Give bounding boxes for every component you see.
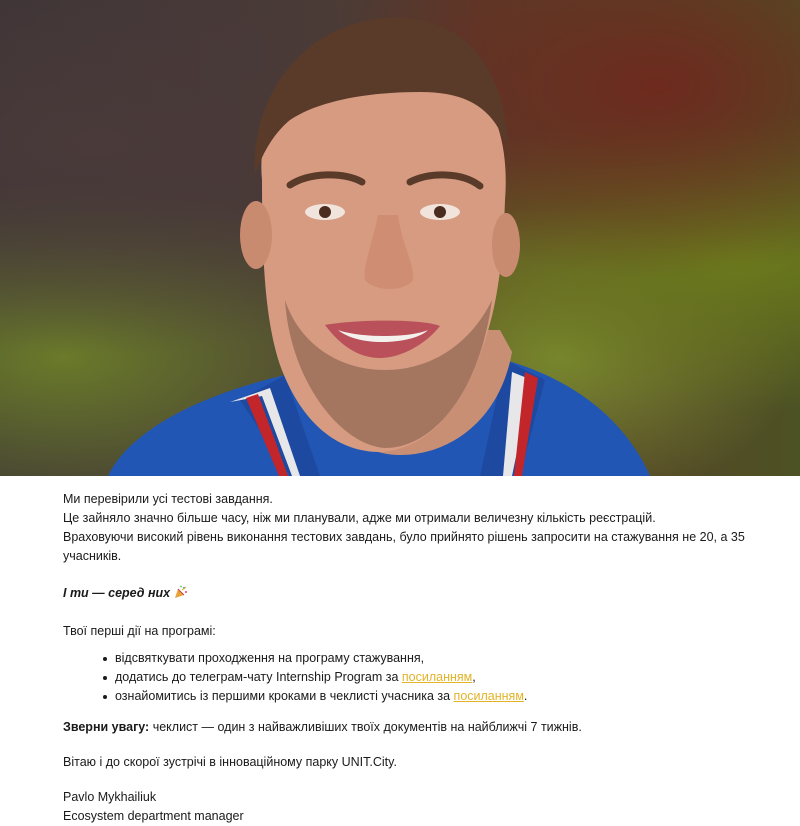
signature-name: Pavlo Mykhailiuk [63,790,157,804]
intro-line-3: Враховуючи високий рівень виконання тестових завдань, було прийнято рішень запросити на стажування не 20, а 35 учасників. [63,530,745,563]
notice-text: чеклист — один з найважливіших твоїх документів на найближчі 7 тижнів. [149,720,582,734]
signature-title: Ecosystem department manager [63,809,244,823]
notice-paragraph [63,718,783,737]
intro-paragraph [63,476,783,566]
right-ear [492,213,520,277]
step-item [115,649,783,668]
lead-text: І ти — серед них [63,586,171,600]
email-body [63,476,783,826]
step-suffix: , [472,670,476,684]
left-ear [240,201,272,269]
greeting: Вітаю і до скорої зустрічі в інноваційному парку UNIT.City. [63,755,397,769]
step-text: відсвяткувати проходження на програму стажування, [115,651,425,665]
steps-list [63,649,783,706]
step-text: додатись до телеграм-чату Internship Program за [115,670,402,684]
notice-label: Зверни увагу: [63,720,150,734]
signature [63,788,783,826]
telegram-chat-link[interactable]: посиланням [401,670,473,684]
checklist-link[interactable]: посиланням [453,689,524,703]
lead-heading [63,584,783,605]
intro-line-1: Ми перевірили усі тестові завдання. [63,492,273,506]
first-steps-title: Твої перші дії на програмі: [63,624,216,638]
step-item [115,668,783,687]
step-item [115,687,783,706]
step-suffix: . [523,689,528,703]
step-text: ознайомитись із першими кроками в чеклисті учасника за [115,689,454,703]
intro-line-2: Це зайняло значно більше часу, ніж ми планували, адже ми отримали величезну кількість реєстрацій. [63,511,656,525]
party-popper-icon [174,585,188,605]
